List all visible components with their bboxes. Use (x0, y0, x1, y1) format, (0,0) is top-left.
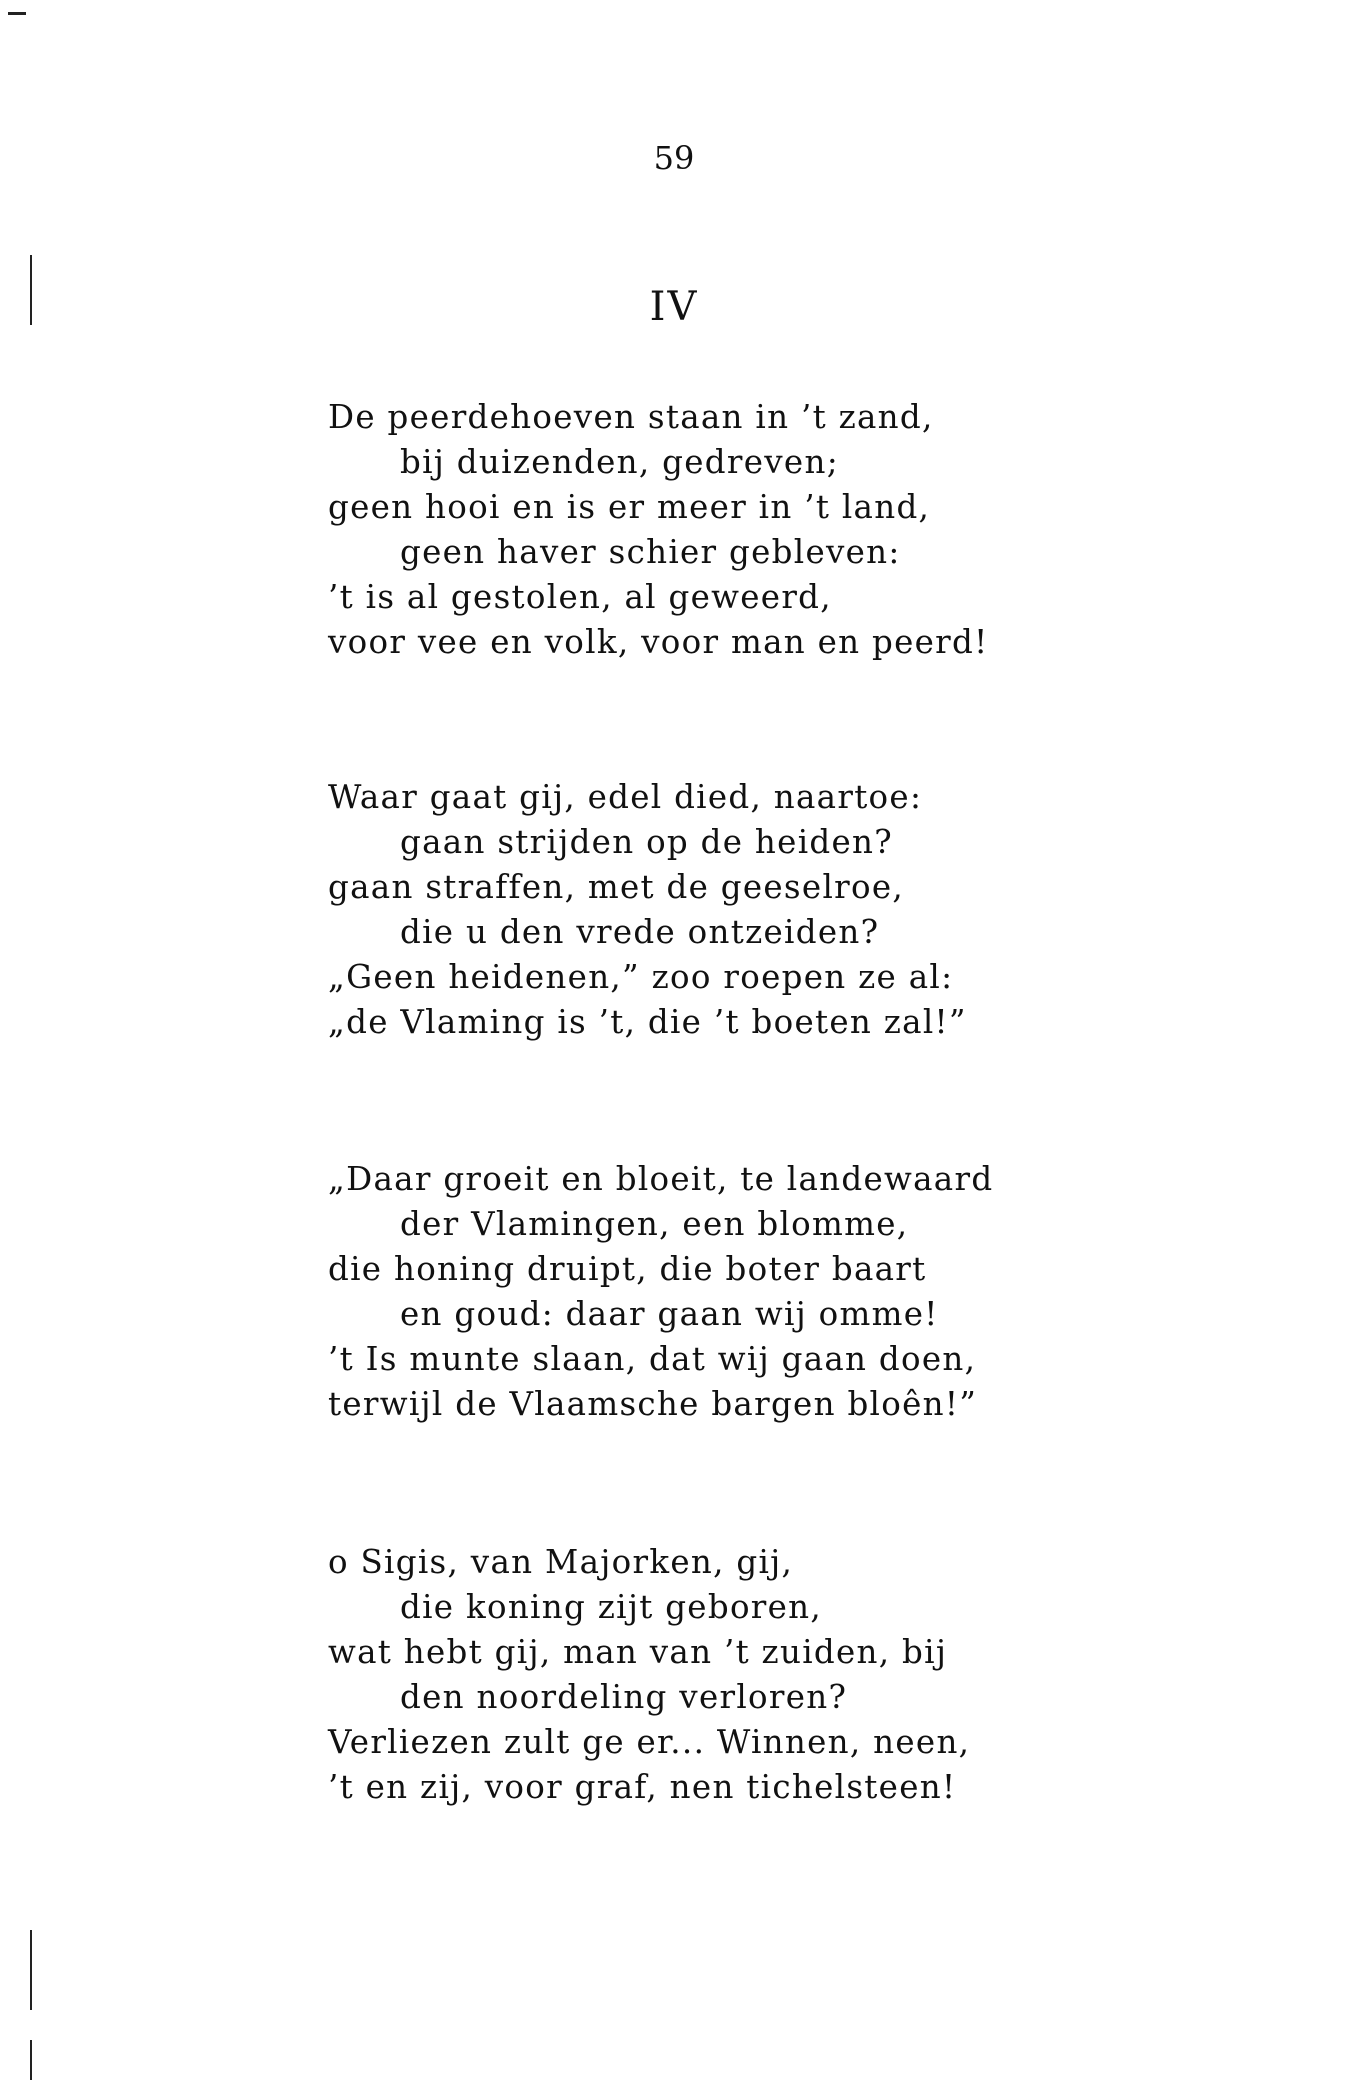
verse-line: „Daar groeit en bloeit, te landewaard (328, 1160, 994, 1198)
verse-line: Waar gaat gij, edel died, naartoe: (328, 778, 923, 816)
verse-line: den noordeling verloren? (400, 1678, 848, 1716)
verse-line: o Sigis, van Majorken, gij, (328, 1543, 794, 1581)
stanza (328, 775, 1308, 1045)
stanza (328, 1157, 1308, 1427)
verse-line: bij duizenden, gedreven; (400, 443, 839, 481)
verse-line: die honing druipt, die boter baart (328, 1250, 927, 1288)
verse-line: gaan straffen, met de geeselroe, (328, 868, 905, 906)
stanza (328, 395, 1308, 665)
scan-artifact-left-edge-3 (30, 2040, 32, 2080)
verse-line: voor vee en volk, voor man en peerd! (328, 623, 989, 661)
scan-artifact-left-edge-2 (30, 1930, 32, 2010)
verse-line: gaan strijden op de heiden? (400, 823, 893, 861)
verse-line: die u den vrede ontzeiden? (400, 913, 880, 951)
page-number: 59 (653, 139, 695, 177)
verse-line: die koning zijt geboren, (400, 1588, 823, 1626)
verse-line: ’t is al gestolen, al geweerd, (328, 578, 832, 616)
verse-line: terwijl de Vlaamsche bargen bloên!” (328, 1385, 978, 1423)
section-heading: IV (649, 284, 699, 330)
verse-line: en goud: daar gaan wij omme! (400, 1295, 939, 1333)
verse-line: geen haver schier gebleven: (400, 533, 901, 571)
verse-line: ’t en zij, voor graf, nen tichelsteen! (328, 1768, 957, 1806)
verse-line: De peerdehoeven staan in ’t zand, (328, 398, 934, 436)
verse-line: „de Vlaming is ’t, die ’t boeten zal!” (328, 1003, 967, 1041)
verse-line: geen hooi en is er meer in ’t land, (328, 488, 931, 526)
verse-line: „Geen heidenen,” zoo roepen ze al: (328, 958, 954, 996)
verse-line: der Vlamingen, een blomme, (400, 1205, 909, 1243)
verse-line: wat hebt gij, man van ’t zuiden, bij (328, 1633, 948, 1671)
stanza (328, 1540, 1308, 1810)
scan-artifact-top-left (8, 12, 26, 15)
verse-line: ’t Is munte slaan, dat wij gaan doen, (328, 1340, 977, 1378)
verse-line: Verliezen zult ge er... Winnen, neen, (328, 1723, 971, 1761)
